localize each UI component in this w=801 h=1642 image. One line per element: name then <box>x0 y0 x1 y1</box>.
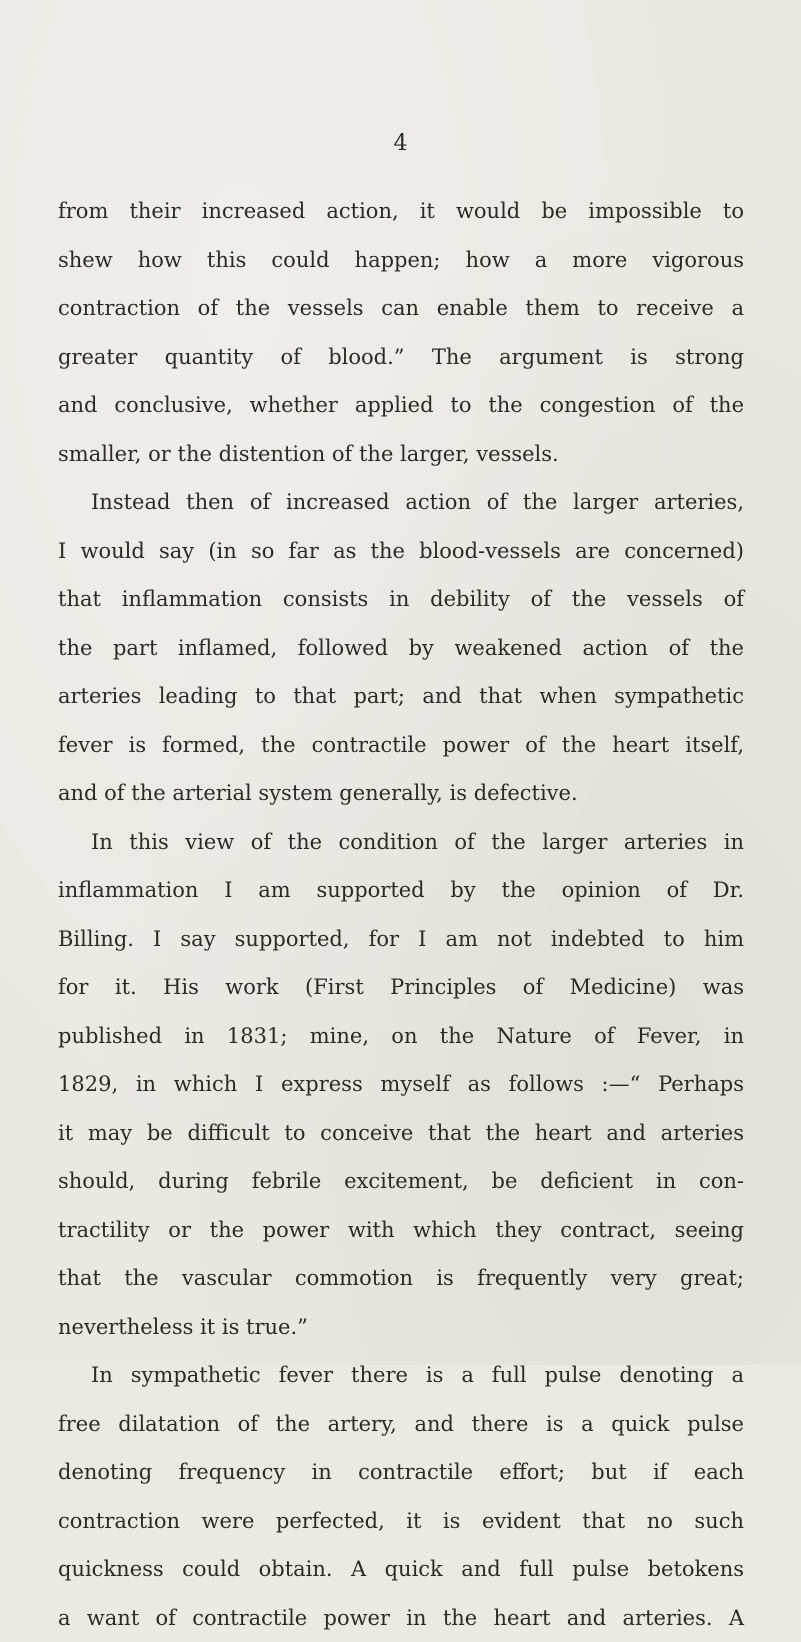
text-line: the part inflamed, followed by weakened action of the <box>58 624 744 673</box>
text-line: fever is formed, the contractile power of the heart itself, <box>58 721 744 770</box>
text-line: and of the arterial system generally, is defective. <box>58 769 744 818</box>
text-line: and conclusive, whether applied to the congestion of the <box>58 381 744 430</box>
page-number: 4 <box>0 131 801 156</box>
text-line: nevertheless it is true.” <box>58 1303 744 1352</box>
text-line: inflammation I am supported by the opinion of Dr. <box>58 866 744 915</box>
text-line: from their increased action, it would be impossible to <box>58 187 744 236</box>
text-line: Instead then of increased action of the larger arteries, <box>58 478 744 527</box>
text-line: tractility or the power with which they contract, seeing <box>58 1206 744 1255</box>
text-line: shew how this could happen; how a more vigorous <box>58 236 744 285</box>
text-line: Billing. I say supported, for I am not indebted to him <box>58 915 744 964</box>
body-text <box>58 187 744 1642</box>
text-line: I would say (in so far as the blood-vessels are concerned) <box>58 527 744 576</box>
paragraph-1 <box>58 187 744 478</box>
text-line: should, during febrile excitement, be deficient in con- <box>58 1157 744 1206</box>
text-line: greater quantity of blood.” The argument is strong <box>58 333 744 382</box>
text-line: published in 1831; mine, on the Nature of Fever, in <box>58 1012 744 1061</box>
text-line: it may be difficult to conceive that the heart and arteries <box>58 1109 744 1158</box>
text-line: smaller, or the distention of the larger, vessels. <box>58 430 744 479</box>
text-line: 1829, in which I express myself as follows :—“ Perhaps <box>58 1060 744 1109</box>
text-line: In this view of the condition of the larger arteries in <box>58 818 744 867</box>
text-line: denoting frequency in contractile effort; but if each <box>58 1448 744 1497</box>
text-line: a want of contractile power in the heart and arteries. A <box>58 1594 744 1642</box>
text-line: arteries leading to that part; and that when sympathetic <box>58 672 744 721</box>
paragraph-3 <box>58 818 744 1352</box>
text-line: for it. His work (First Principles of Medicine) was <box>58 963 744 1012</box>
text-line: In sympathetic fever there is a full pulse denoting a <box>58 1351 744 1400</box>
text-line: that the vascular commotion is frequently very great; <box>58 1254 744 1303</box>
text-line: free dilatation of the artery, and there is a quick pulse <box>58 1400 744 1449</box>
text-line: that inflammation consists in debility of the vessels of <box>58 575 744 624</box>
text-line: contraction of the vessels can enable them to receive a <box>58 284 744 333</box>
paragraph-4 <box>58 1351 744 1642</box>
paragraph-2 <box>58 478 744 818</box>
text-line: contraction were perfected, it is evident that no such <box>58 1497 744 1546</box>
text-line: quickness could obtain. A quick and full pulse betokens <box>58 1545 744 1594</box>
